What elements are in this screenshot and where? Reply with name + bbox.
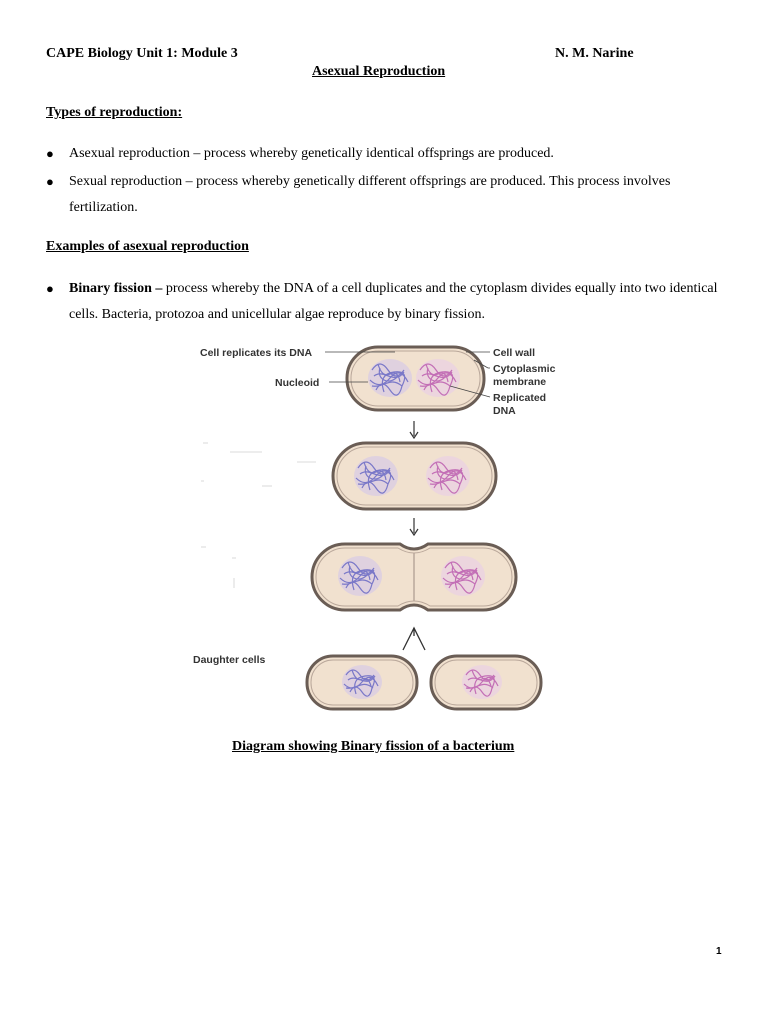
definition-binary-fission: process whereby the DNA of a cell duplicates and the cytoplasm divides equally into two identical cells. Bacteria, protozoa and unicellular algae reproduce by binary fission. bbox=[69, 281, 718, 322]
scan-artifacts bbox=[201, 443, 316, 588]
label-cell-replicates: Cell replicates its DNA bbox=[200, 347, 313, 359]
dna-blob-blue bbox=[368, 359, 412, 397]
dna-blob-pink bbox=[441, 556, 485, 596]
header-left: CAPE Biology Unit 1: Module 3 bbox=[46, 46, 238, 61]
label-dna: DNA bbox=[493, 405, 516, 417]
figure-caption: Diagram showing Binary fission of a bacterium bbox=[232, 739, 515, 754]
cell-stage-2 bbox=[333, 443, 496, 509]
bullet-dot: ● bbox=[46, 281, 54, 296]
arrow-down-2 bbox=[410, 518, 418, 535]
daughter-cell-left bbox=[307, 656, 417, 709]
bullet-dot: ● bbox=[46, 174, 54, 189]
cell-stage-1 bbox=[347, 347, 484, 410]
bullet-dot: ● bbox=[46, 146, 54, 161]
label-daughter-cells: Daughter cells bbox=[193, 654, 266, 666]
label-membrane: membrane bbox=[493, 376, 547, 388]
arrow-down-1 bbox=[410, 421, 418, 438]
bullet-text: Asexual reproduction – process whereby genetically identical offsprings are produced. bbox=[69, 146, 554, 161]
page-title: Asexual Reproduction bbox=[312, 64, 446, 79]
dna-blob-pink bbox=[462, 665, 502, 699]
term-binary-fission: Binary fission – bbox=[69, 281, 163, 296]
cell-stage-3 bbox=[312, 544, 516, 610]
bullet-text: Sexual reproduction – process whereby genetically different offsprings are produced. This process involves fertilization. bbox=[69, 174, 671, 215]
dna-blob-blue bbox=[342, 665, 382, 699]
dna-blob-pink bbox=[416, 359, 460, 397]
label-nucleoid: Nucleoid bbox=[275, 377, 320, 389]
label-replicated: Replicated bbox=[493, 392, 547, 404]
section-heading-types: Types of reproduction: bbox=[46, 105, 183, 120]
label-cytoplasmic: Cytoplasmic bbox=[493, 363, 556, 375]
dna-blob-blue bbox=[354, 456, 398, 496]
page-number: 1 bbox=[716, 946, 722, 957]
dna-blob-blue bbox=[338, 556, 382, 596]
label-cell-wall: Cell wall bbox=[493, 347, 536, 359]
daughter-cell-right bbox=[431, 656, 541, 709]
section-heading-examples: Examples of asexual reproduction bbox=[46, 239, 249, 254]
header-right: N. M. Narine bbox=[555, 46, 634, 61]
split-arrow bbox=[403, 628, 425, 650]
dna-blob-pink bbox=[426, 456, 470, 496]
